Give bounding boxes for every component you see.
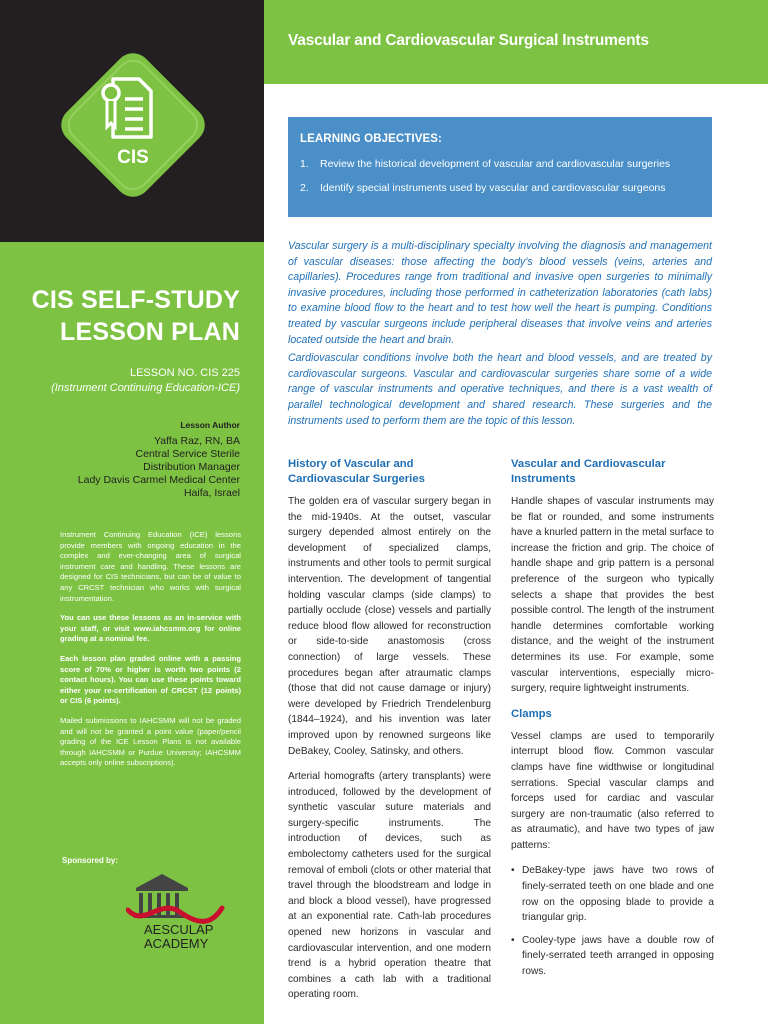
history-paragraph: Arterial homografts (artery transplants) were introduced, followed by the development of synthetic vascular suture materials and surgery-specific instruments. The introduction of devices, such as embolectomy catheters used for the surgical removal of emboli (clots or other material that travel through the bloodstream and lodge in and block a blood vessel), have progressed at an exponential rate. Cath-lab procedures opened new horizons in vascular and cardiovascular intervention, and one modern trend is a hybrid operation theatre that combines a cath lab with a traditional operating room.: [288, 771, 491, 1001]
cis-logo-icon: [55, 47, 211, 203]
header-bar: [264, 0, 768, 84]
lesson-number: LESSON NO. CIS 225 (Instrument Continuing Education-ICE): [51, 367, 240, 394]
instruments-paragraph: Handle shapes of vascular instruments may be flat or rounded, and some instruments have a knurled pattern in the metal surface to increase the friction and grip. The choice of handle shape and grip pattern is a personal preference of the surgeon who typically selects a shape that provides the best possible control. The length of the instrument handle determines comfortable working distance, and the weight of the instrument determines its use. For example, some vascular interventions, especially micro-surgery, require lightweight instruments.: [511, 496, 714, 695]
instruments-heading: Vascular and Cardiovascular Instruments: [511, 458, 666, 485]
intro-text: Vascular surgery is a multi-disciplinary specialty involving the diagnosis and management of vascular diseases: those affecting the body's blood vessels (veins, arteries and capillaries). Procedures range from traditional and invasive open surgeries to minimally invasive procedures, including those performed in catheterization laboratories (cath labs) to examine blood flow to the heart and to test how well the heart is pumping. Conditions treated by vascular surgeons include peripheral diseases that involve veins and arteries located outside the heart and brain. Cardiovascular conditions involve both the heart and blood vessels, and are treated by cardiovascular surgeons. Vascular and cardiovascular surgeries share some of a wide range of vascular instruments and operative techniques, and there is a vast wealth of parallel technological development and shared research. These surgeries and the instruments used to perform them are the topic of this lesson.: [288, 240, 712, 427]
clamps-heading: Clamps: [511, 707, 552, 720]
logo-text: CIS: [117, 147, 149, 168]
list-item: • DeBakey-type jaws have two rows of finely-serrated teeth on one blade and one row on the opposing blade to provide a triangular grip.: [511, 863, 714, 925]
clamps-paragraph: Vessel clamps are used to temporarily interrupt blood flow. Common vascular clamps have fine widthwise or longitudinal serrations. Special vascular clamps and forceps used for cardiac and vascular surgery are non-traumatic (also referred to as atraumatic), and have two types of jaw patterns:: [511, 730, 714, 851]
lesson-plan-title: CIS SELF-STUDY LESSON PLAN: [31, 286, 240, 346]
aesculap-academy-logo-icon: [126, 868, 246, 958]
sponsor-name-line2: ACADEMY: [144, 936, 209, 951]
history-paragraph: The golden era of vascular surgery began in the mid-1940s. At the outset, vascular surgery depended almost entirely on the development of specialized clamps, instruments and other tools to permit surgical intervention. The development of tangential holding vascular clamps (side clamps) to partially occlude (close) vessels and partially reduce blood flow allowed for reconstruction or side-to-side anastomosis (cross connection) of large vessels. These procedures began after atraumatic clamps (those that did not cause damage or injury) were developed by Friedrich Trendelenburg (1844–1924), and his invention was later improved upon by renowned surgeons like DeBakey, Cooley, Satinsky, and others.: [288, 496, 491, 757]
objective-item: 1. Review the historical development of vascular and cardiovascular surgeries: [300, 158, 671, 170]
sponsored-by-label: Sponsored by:: [62, 856, 119, 865]
learning-objectives-box: [288, 117, 712, 217]
sidebar-notes: Instrument Continuing Education (ICE) lessons provide members with ongoing education in the complex and ever-changing area of surgical instrument care and handling. These lessons are designed for CIS technicians, but can be of value to any CRCST technician who works with surgical instrumentation. You can use these lessons as an in-service with your staff, or visit www.iahcsmm.org for online grading at a nominal fee. Each lesson plan graded online with a passing score of 70% or higher is worth two points (2 contact hours). You can use these points toward either your re-certification of CRCST (12 points) or CIS (6 points). Mailed submissions to IAHCSMM will not be graded and will not be granted a point value (paper/pencil grading of the ICE Lesson Plans is not available through IAHCSMM or Purdue University; IAHCSMM accepts only online subscriptions).: [60, 530, 241, 768]
objective-item: 2. Identify special instruments used by vascular and cardiovascular surgeons: [300, 182, 666, 194]
objectives-heading: LEARNING OBJECTIVES:: [300, 133, 442, 145]
page-title: Vascular and Cardiovascular Surgical Instruments: [288, 32, 649, 49]
history-heading: History of Vascular and Cardiovascular Surgeries: [288, 458, 425, 485]
instruments-column: [511, 457, 714, 987]
history-column: [288, 457, 491, 1013]
lesson-author: Lesson Author Yaffa Raz, RN, BA Central Service Sterile Distribution Manager Lady Davis Carmel Medical Center Haifa, Israel: [77, 420, 240, 499]
sponsor-name-line1: AESCULAP: [144, 922, 214, 937]
list-item: • Cooley-type jaws have a double row of finely-serrated teeth arranged in opposing rows.: [511, 933, 714, 980]
jaw-pattern-list: [511, 863, 714, 979]
